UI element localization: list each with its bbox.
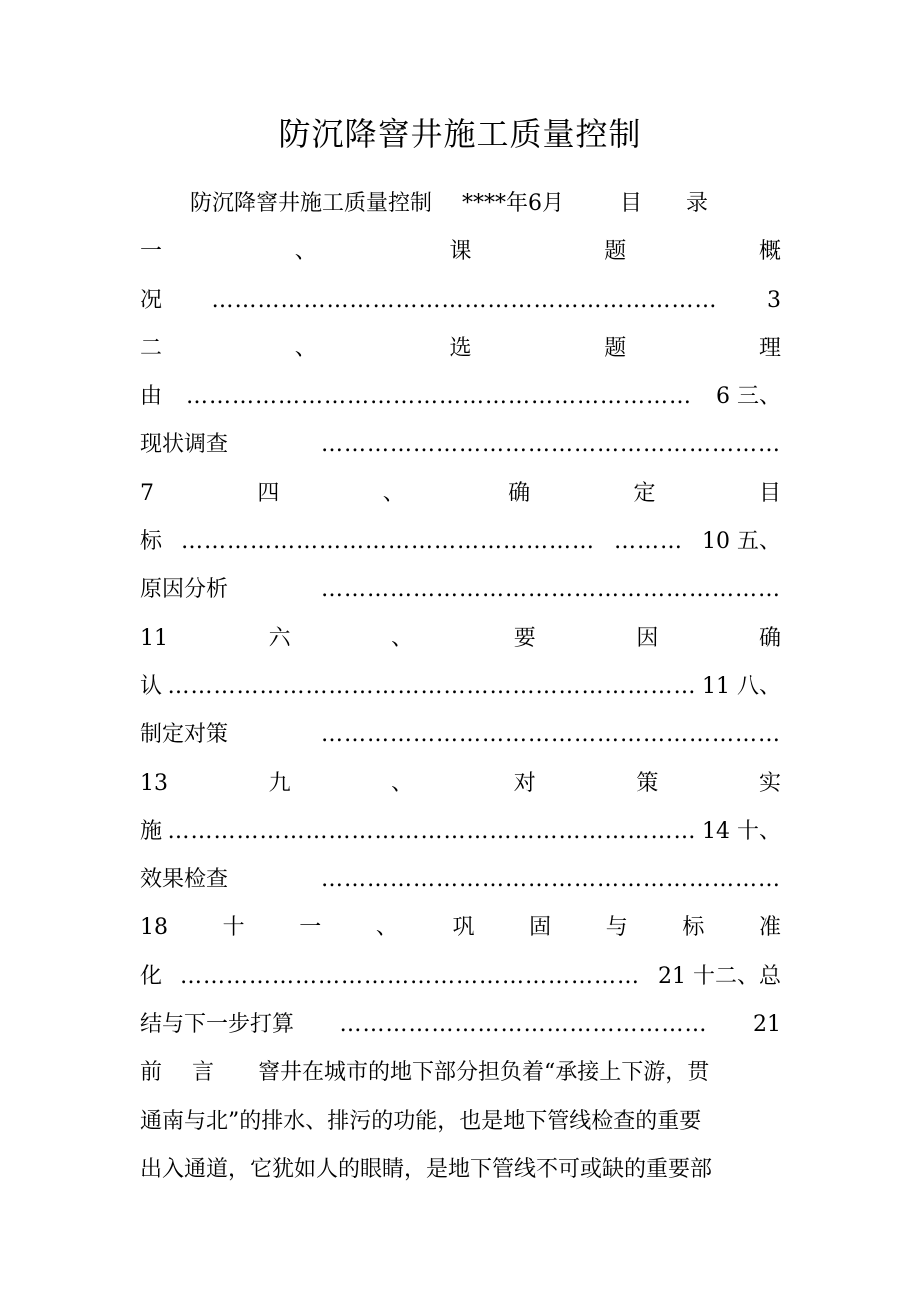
- toc-line: [140, 277, 781, 325]
- toc-token: 与: [605, 915, 628, 941]
- toc-text: 现状调查: [140, 432, 229, 458]
- toc-line: [140, 518, 781, 566]
- toc-line: [140, 760, 781, 808]
- toc-token: 确: [758, 625, 781, 651]
- toc-leader-dots: ………: [613, 529, 683, 555]
- toc-page-number: 21 十二、总: [657, 963, 781, 989]
- toc-text: 施: [140, 818, 163, 844]
- toc-heading-b: 录: [686, 191, 709, 216]
- toc-token: 标: [682, 915, 705, 941]
- toc-token: 六: [268, 625, 291, 651]
- toc-leader-dots: ……………………………………………………: [321, 867, 781, 893]
- toc-text: 结与下一步打算: [140, 1012, 295, 1038]
- toc-line: [140, 904, 781, 952]
- toc-page-number: 18: [140, 915, 168, 941]
- toc-line: [140, 711, 781, 759]
- toc-text: 认: [140, 673, 163, 699]
- toc-line: [140, 566, 781, 614]
- toc-line: [140, 1001, 781, 1049]
- toc-line: [140, 421, 781, 469]
- toc-leader-dots: ……………………………………………………: [321, 722, 781, 748]
- toc-text: 标: [140, 529, 163, 555]
- toc-leader-dots: ……………………………………………………: [180, 963, 640, 989]
- toc-line: [140, 373, 781, 421]
- toc-token: 、: [382, 480, 405, 506]
- toc-page-number: 6 三、: [715, 384, 781, 410]
- toc-token: 实: [758, 770, 781, 796]
- toc-page-number: 14 十、: [701, 818, 781, 844]
- toc-token: 因: [636, 625, 659, 651]
- toc-page-number: 10 五、: [701, 529, 781, 555]
- toc-page-number: 11 八、: [701, 673, 781, 699]
- toc-token: 确: [508, 480, 531, 506]
- toc-leader-dots: ………………………………………………: [181, 529, 595, 555]
- toc-token: 策: [636, 770, 659, 796]
- toc-token: 四: [257, 480, 280, 506]
- toc-token: 固: [529, 915, 552, 941]
- toc-token: 、: [294, 239, 317, 265]
- toc-token: 巩: [452, 915, 475, 941]
- toc-leader-dots: …………………………………………: [339, 1012, 708, 1038]
- toc-token: 题: [604, 335, 627, 361]
- toc-page-number: 3: [766, 287, 781, 313]
- toc-token: 十: [222, 915, 245, 941]
- preface-line: 出入通道，它犹如人的眼睛，是地下管线不可或缺的重要部: [140, 1156, 713, 1182]
- toc-text: 制定对策: [140, 722, 229, 748]
- toc-token: 定: [633, 480, 656, 506]
- preface-heading-a: 前: [140, 1060, 163, 1086]
- doc-name: 防沉降窨井施工质量控制: [190, 191, 433, 216]
- toc-token: 一: [299, 915, 322, 941]
- toc-leader-dots: ……………………………………………………: [321, 577, 781, 603]
- toc-leader-dots: ……………………………………………………: [321, 432, 781, 458]
- toc-heading-a: 目: [620, 191, 643, 216]
- toc-text: 由: [140, 384, 163, 410]
- toc-token: 一: [140, 239, 163, 265]
- toc-token: 、: [391, 770, 414, 796]
- preface-line: 通南与北”的排水、排污的功能，也是地下管线检查的重要: [140, 1108, 702, 1134]
- toc-leader-dots: ……………………………………………………………: [167, 818, 697, 844]
- document-title: 防沉降窨井施工质量控制: [278, 116, 642, 152]
- toc-token: 、: [391, 625, 414, 651]
- toc-line: [140, 615, 781, 663]
- preface-heading-b: 言: [192, 1060, 215, 1086]
- toc-token: 二: [140, 335, 163, 361]
- preface-line: [140, 1049, 781, 1097]
- toc-token: 要: [513, 625, 536, 651]
- toc-text: 化: [140, 963, 163, 989]
- toc-token: 理: [758, 335, 781, 361]
- toc-text: 况: [140, 287, 163, 313]
- toc-page-number: 21: [752, 1012, 781, 1038]
- toc-token: 准: [758, 915, 781, 941]
- toc-token: 概: [758, 239, 781, 265]
- preface-text: 窨井在城市的地下部分担负着“承接上下游，贯: [258, 1060, 710, 1086]
- toc-token: 、: [375, 915, 398, 941]
- toc-line: [140, 325, 781, 373]
- toc-page-number: 11: [140, 625, 168, 651]
- toc-token: 选: [449, 335, 472, 361]
- toc-leader-dots: …………………………………………………………: [186, 384, 692, 410]
- toc-line: [140, 663, 781, 711]
- doc-date: ****年6月: [462, 191, 565, 216]
- toc-token: 九: [268, 770, 291, 796]
- toc-line: [140, 808, 781, 856]
- toc-token: 、: [294, 335, 317, 361]
- toc-line: [140, 856, 781, 904]
- toc-token: 课: [449, 239, 472, 265]
- document-body: [140, 180, 781, 1194]
- toc-token: 题: [604, 239, 627, 265]
- toc-text: 原因分析: [140, 577, 229, 603]
- toc-line: [140, 953, 781, 1001]
- toc-line: [140, 228, 781, 276]
- toc-page-number: 13: [140, 770, 168, 796]
- toc-text: 效果检查: [140, 867, 229, 893]
- header-line: [140, 180, 781, 228]
- toc-token: 对: [513, 770, 536, 796]
- toc-token: 目: [758, 480, 781, 506]
- toc-leader-dots: ……………………………………………………………: [167, 673, 697, 699]
- toc-leader-dots: …………………………………………………………: [211, 287, 718, 313]
- toc-line: [140, 470, 781, 518]
- toc-page-number: 7: [140, 480, 154, 506]
